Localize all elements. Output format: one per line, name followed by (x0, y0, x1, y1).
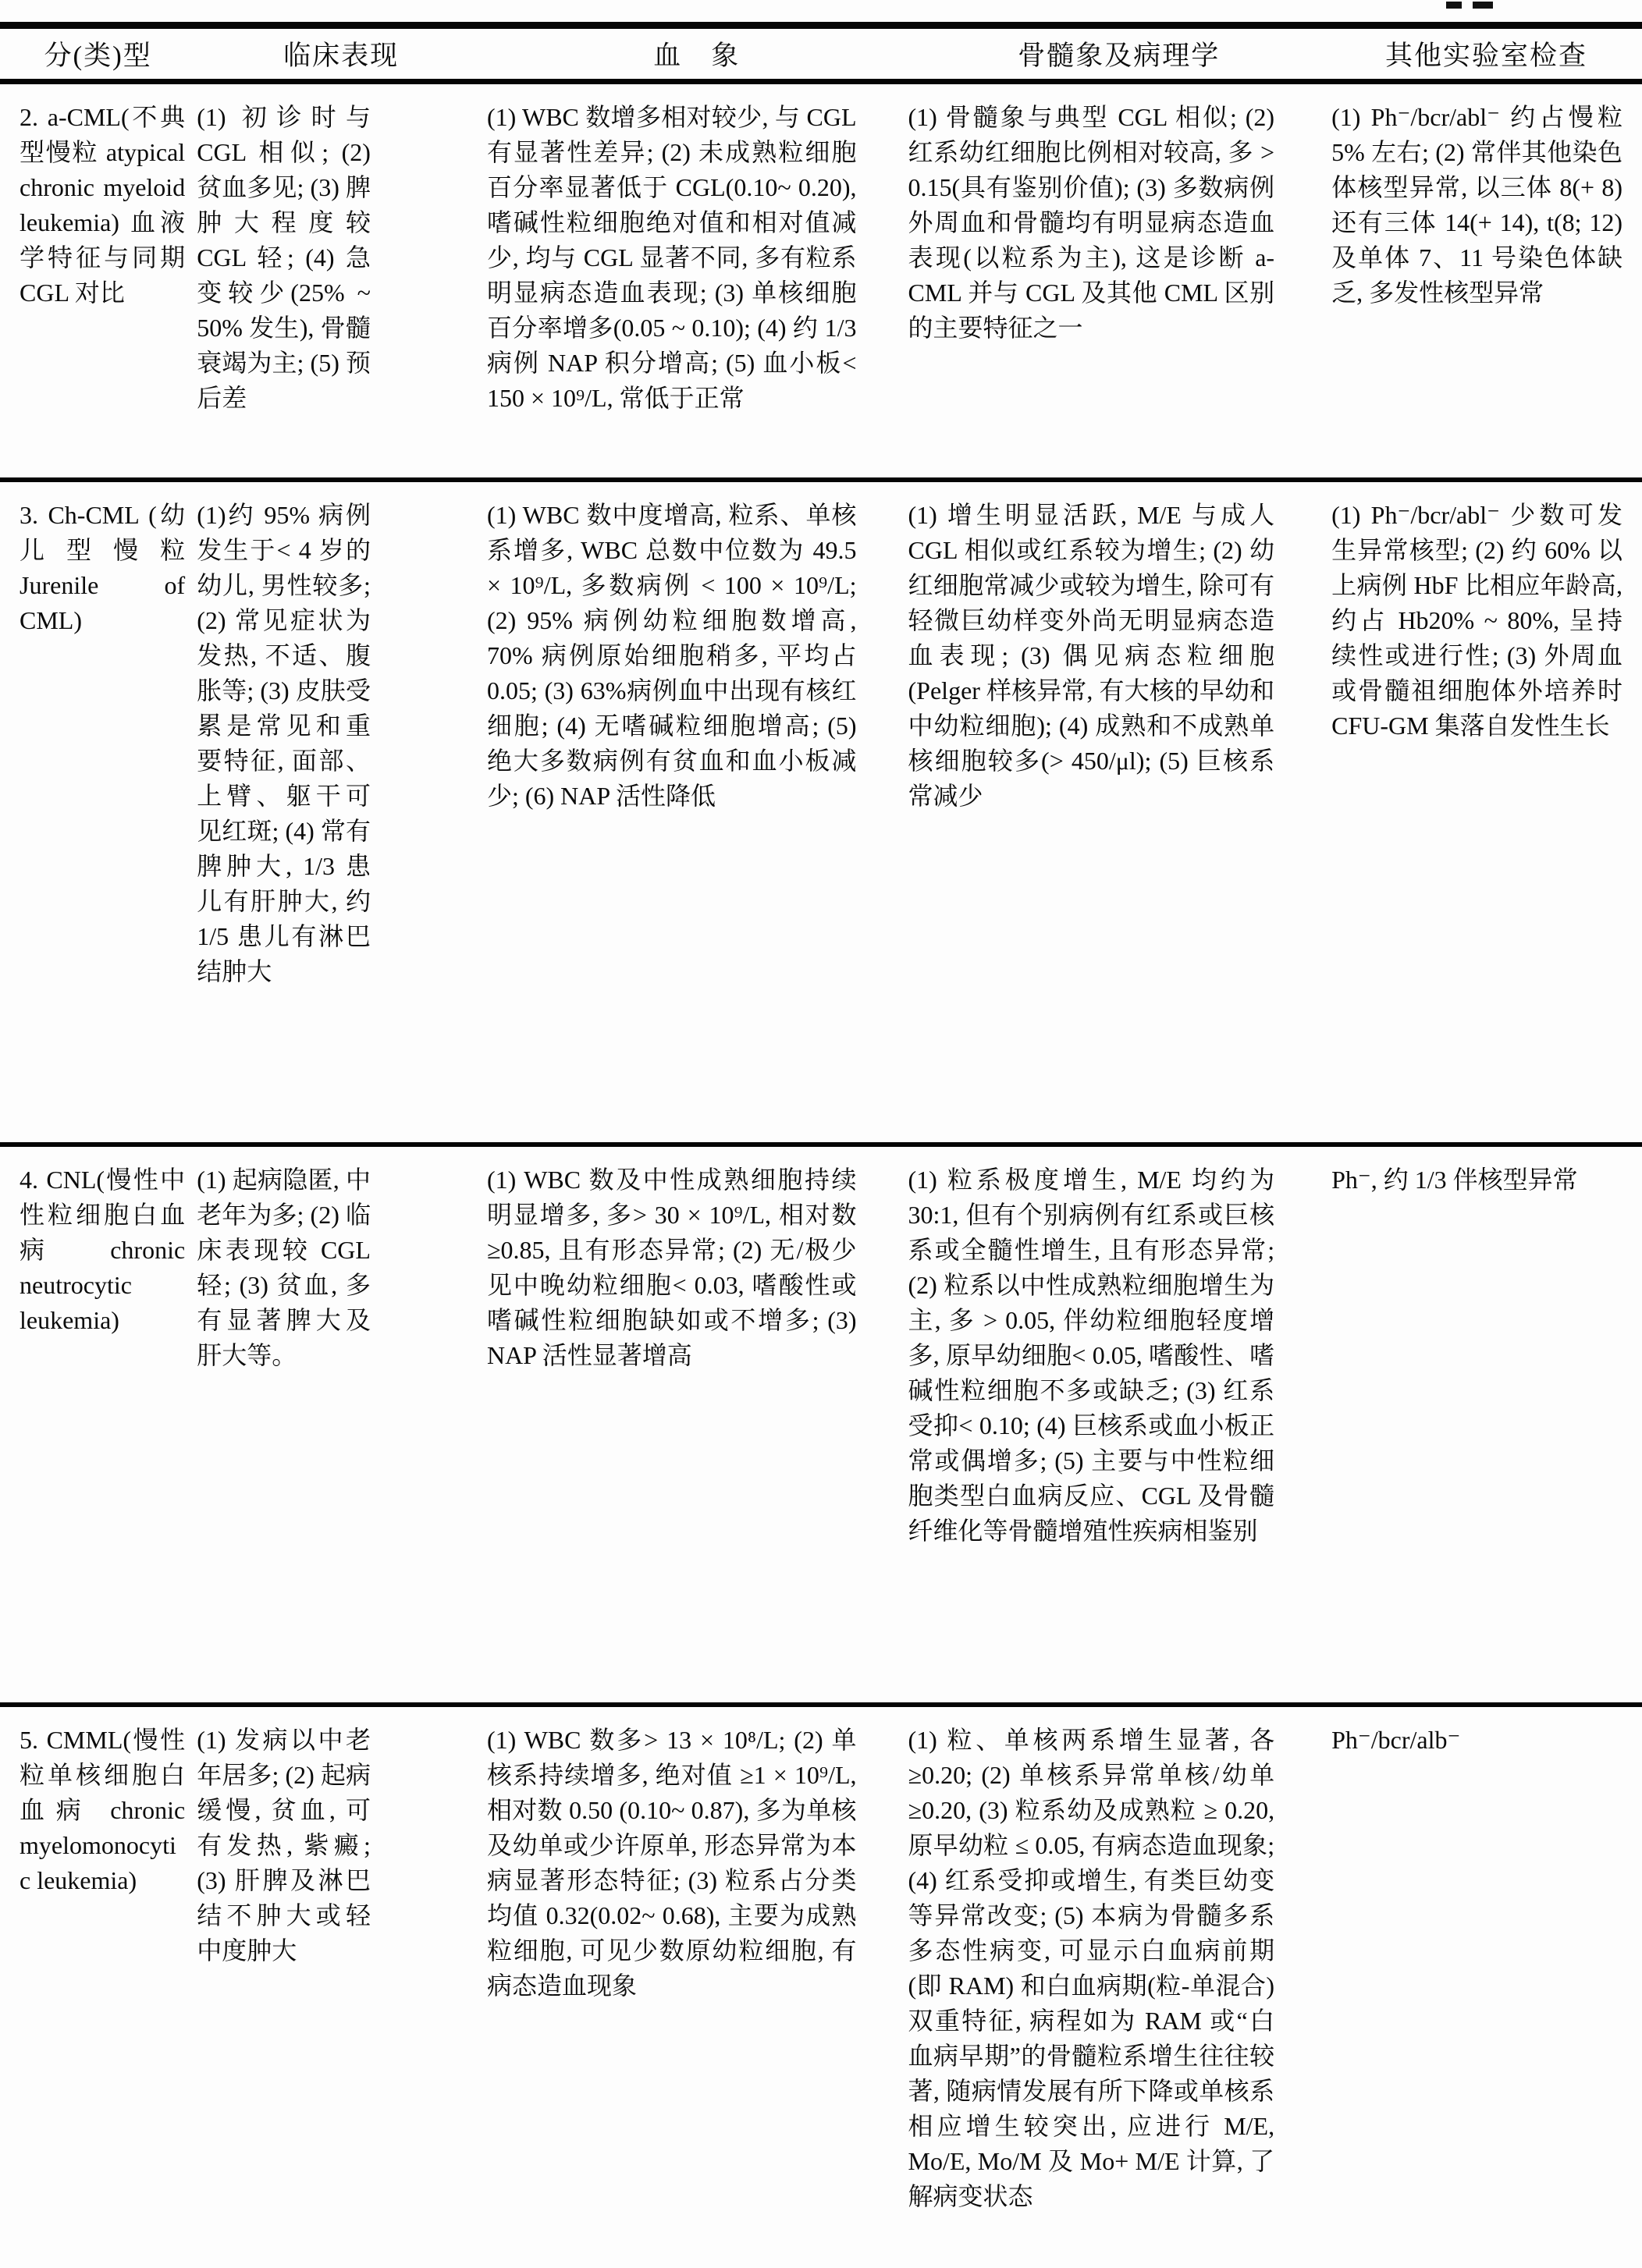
cml-types-comparison-table (0, 22, 1642, 2268)
cell-clinical-features: (1)约 95% 病例发生于< 4 岁的幼儿, 男性较多; (2) 常见症状为发热, 不适、腹胀等; (3) 皮肤受累是常见和重要特征, 面部、上臂、躯干可见红斑; (4) 常有脾肿大, 1/3 患儿有肝肿大, 约 1/5 患儿有淋巴结肿大 (196, 480, 486, 1145)
table-row-chcml (0, 480, 1642, 1145)
cell-clinical-features: (1) 初诊时与 CGL 相似; (2) 贫血多见; (3) 脾肿大程度较 CGL 轻; (4) 急变较少(25% ~ 50% 发生), 骨髓衰竭为主; (5) 预后差 (197, 103, 371, 412)
table-header-row (0, 26, 1642, 82)
cell-other-lab-tests: (1) Ph⁻/bcr/abl⁻ 少数可发生异常核型; (2) 约 60% 以上病例 HbF 比相应年龄高, 约占 Hb20% ~ 80%, 呈持续性或进行性; (3) 外周血或骨髓祖细胞体外培养时 CFU-GM 集落自发性生长 (1331, 480, 1642, 1145)
cell-other-lab-tests: (1) Ph⁻/bcr/abl⁻ 约占慢粒 5% 左右; (2) 常伴其他染色体核型异常, 以三体 8(+ 8) 还有三体 14(+ 14), t(8; 12) 及单体 7、11 号染色体缺乏, 多发性核型异常 (1331, 103, 1622, 307)
cut-off-text-fragment (1446, 2, 1516, 11)
cell-blood-picture: (1) WBC 数多> 13 × 10⁸/L; (2) 单核系持续增多, 绝对值 ≥1 × 10⁹/L, 相对数 0.50 (0.10~ 0.87), 多为单核及幼单或少许原单, 形态异常为本病显著形态特征; (3) 粒系占分类均值 0.32(0.02~ 0.68), 主要为成熟粒细胞, 可见少数原幼粒细胞, 有病态造血现象 (486, 1705, 908, 2268)
cell-type: 5. CMML(慢性粒单核细胞白血病 chronic myelomonocytic leukemia) (0, 1705, 196, 2268)
cell-marrow-pathology: (1) 粒系极度增生, M/E 均约为 30:1, 但有个别病例有红系或巨核系或全髓性增生, 且有形态异常; (2) 粒系以中性成熟粒细胞增生为主, 多 > 0.05, 伴幼粒细胞轻度增多, 原早幼细胞< 0.05, 嗜酸性、嗜碱性粒细胞不多或缺乏; (3) 红系受抑< 0.10; (4) 巨核系或血小板正常或偶增多; (5) 主要与中性粒细胞类型白血病反应、CGL 及骨髓纤维化等骨髓增殖性疾病相鉴别 (908, 1145, 1331, 1705)
cell-marrow-pathology: (1) 骨髓象与典型 CGL 相似; (2) 红系幼红细胞比例相对较高, 多 > 0.15(具有鉴别价值); (3) 多数病例外周血和骨髓均有明显病态造血表现(以粒系为主), 这是诊断 a-CML 并与 CGL 及其他 CML 区别的主要特征之一 (908, 103, 1275, 342)
table-row-acml (0, 82, 1642, 481)
cell-blood-picture: (1) WBC 数及中性成熟细胞持续明显增多, 多> 30 × 10⁹/L, 相对数 ≥0.85, 且有形态异常; (2) 无/极少见中晚幼粒细胞< 0.03, 嗜酸性或嗜碱性粒细胞缺如或不增多; (3) NAP 活性显著增高 (486, 1145, 908, 1705)
cell-clinical-features: (1) 发病以中老年居多; (2) 起病缓慢, 贫血, 可有发热, 紫癜; (3) 肝脾及淋巴结不肿大或轻中度肿大 (196, 1705, 486, 2268)
col-header-other-lab-tests: 其他实验室检查 (1331, 26, 1642, 82)
cell-marrow-pathology: (1) 粒、单核两系增生显著, 各 ≥0.20; (2) 单核系异常单核/幼单 ≥0.20, (3) 粒系幼及成熟粒 ≥ 0.20, 原早幼粒 ≤ 0.05, 有病态造血现象; (4) 红系受抑或增生, 有类巨幼变等异常改变; (5) 本病为骨髓多系多态性病变, 可显示白血病前期(即 RAM) 和白血病期(粒-单混合) 双重特征, 病程如为 RAM 或“白血病早期”的骨髓粒系增生往往较著, 随病情发展有所下降或单核系相应增生较突出, 应进行 M/E, Mo/E, Mo/M 及 Mo+ M/E 计算, 了解病变状态 (908, 1705, 1331, 2268)
table-row-cnl (0, 1145, 1642, 1705)
col-header-marrow-pathology: 骨髓象及病理学 (908, 26, 1331, 82)
cell-blood-picture: (1) WBC 数中度增高, 粒系、单核系增多, WBC 总数中位数为 49.5 × 10⁹/L, 多数病例 < 100 × 10⁹/L; (2) 95% 病例幼粒细胞数增高, 70% 病例原始细胞稍多, 平均占 0.05; (3) 63%病例血中出现有核红细胞; (4) 无嗜碱粒细胞增高; (5) 绝大多数病例有贫血和血小板减少; (6) NAP 活性降低 (486, 480, 908, 1145)
col-header-classification: 分(类)型 (0, 26, 196, 82)
col-header-clinical-manifestation: 临床表现 (196, 26, 486, 82)
cell-marrow-pathology: (1) 增生明显活跃, M/E 与成人 CGL 相似或红系较为增生; (2) 幼红细胞常减少或较为增生, 除可有轻微巨幼样变外尚无明显病态造血表现; (3) 偶见病态粒细胞(Pelger 样核异常, 有大核的早幼和中幼粒细胞); (4) 成熟和不成熟单核细胞较多(> 450/μl); (5) 巨核系常减少 (908, 480, 1331, 1145)
cell-type: 3. Ch-CML (幼儿型慢粒 Jurenile of CML) (0, 480, 196, 1145)
col-header-blood-picture: 血 象 (486, 26, 908, 82)
cell-other-lab-tests: Ph⁻/bcr/alb⁻ (1331, 1705, 1642, 2268)
cell-type: 2. a-CML(不典型慢粒 atypical chronic myeloid leukemia) 血液学特征与同期 CGL 对比 (20, 103, 186, 307)
cell-clinical-features: (1) 起病隐匿, 中老年为多; (2) 临床表现较 CGL 轻; (3) 贫血, 多有显著脾大及肝大等。 (196, 1145, 486, 1705)
table-row-cmml (0, 1705, 1642, 2268)
cell-blood-picture: (1) WBC 数增多相对较少, 与 CGL 有显著性差异; (2) 未成熟粒细胞百分率显著低于 CGL(0.10~ 0.20), 嗜碱性粒细胞绝对值和相对值减少, 均与 CGL 显著不同, 多有粒系明显病态造血表现; (3) 单核细胞百分率增多(0.05 ~ 0.10); (4) 约 1/3 病例 NAP 积分增高; (5) 血小板< 150 × 10⁹/L, 常低于正常 (486, 103, 857, 412)
cell-other-lab-tests: Ph⁻, 约 1/3 伴核型异常 (1331, 1145, 1642, 1705)
cell-type: 4. CNL(慢性中性粒细胞白血病 chronic neutrocytic leukemia) (0, 1145, 196, 1705)
